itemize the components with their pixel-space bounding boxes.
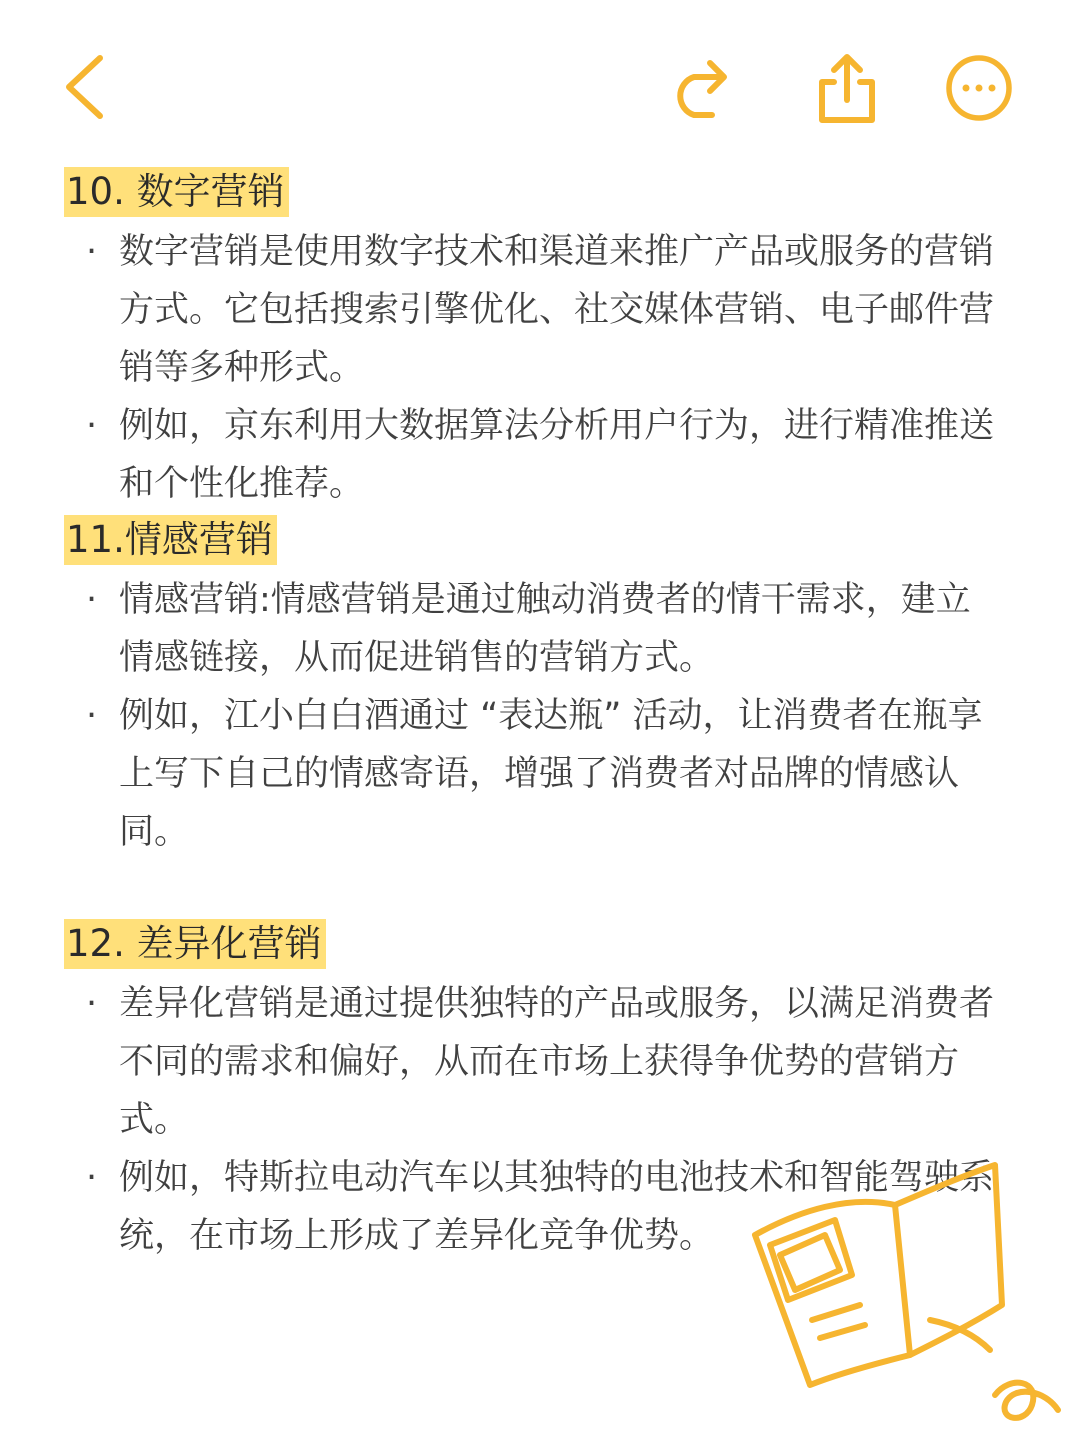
section-heading: 10. 数字营销 [64, 167, 289, 217]
more-icon [940, 52, 1020, 127]
share-icon [810, 50, 885, 130]
more-options-button[interactable] [940, 52, 1020, 127]
book-doodle-icon [740, 1150, 1070, 1440]
share-button[interactable] [810, 50, 885, 130]
section-digital-marketing [64, 165, 1024, 513]
top-toolbar [0, 0, 1080, 170]
list-item [64, 223, 1004, 397]
back-icon [55, 50, 125, 125]
list-item-text: 差异化营销是通过提供独特的产品或服务，以满足消费者不同的需求和偏好，从而在市场上获得争优势的营销方式。 [119, 984, 995, 1140]
section-emotional-marketing [64, 513, 1024, 861]
back-button[interactable] [55, 50, 125, 125]
section-heading: 12. 差异化营销 [64, 919, 326, 969]
bullet-dot: · [86, 232, 98, 272]
list-item [64, 571, 1004, 687]
bullet-dot: · [86, 984, 98, 1024]
bullet-dot: · [86, 580, 98, 620]
bullet-dot: · [86, 1158, 98, 1198]
note-content [64, 165, 1024, 1265]
redo-icon [660, 52, 740, 122]
list-item-text: 例如，江小白白酒通过 “表达瓶” 活动，让消费者在瓶享上写下自己的情感寄语，增强了消费者对品牌的情感认同。 [119, 696, 983, 852]
list-item [64, 687, 1004, 861]
list-item-text: 例如，特斯拉电动汽车以其独特的电池技术和智能驾驶系统，在市场上形成了差异化竞争优势。 [119, 1158, 995, 1256]
section-heading: 11.情感营销 [64, 515, 277, 565]
list-item-text: 例如，京东利用大数据算法分析用户行为，进行精准推送和个性化推荐。 [119, 406, 995, 504]
bullet-dot: · [86, 696, 98, 736]
list-item [64, 975, 1004, 1149]
list-item-text: 数字营销是使用数字技术和渠道来推广产品或服务的营销方式。它包括搜索引擎优化、社交媒体营销、电子邮件营销等多种形式。 [119, 232, 995, 388]
redo-button[interactable] [660, 52, 740, 122]
blank-line [64, 861, 1024, 917]
bullet-dot: · [86, 406, 98, 446]
list-item-text: 情感营销:情感营销是通过触动消费者的情干需求，建立情感链接，从而促进销售的营销方式。 [119, 580, 971, 678]
list-item [64, 397, 1004, 513]
